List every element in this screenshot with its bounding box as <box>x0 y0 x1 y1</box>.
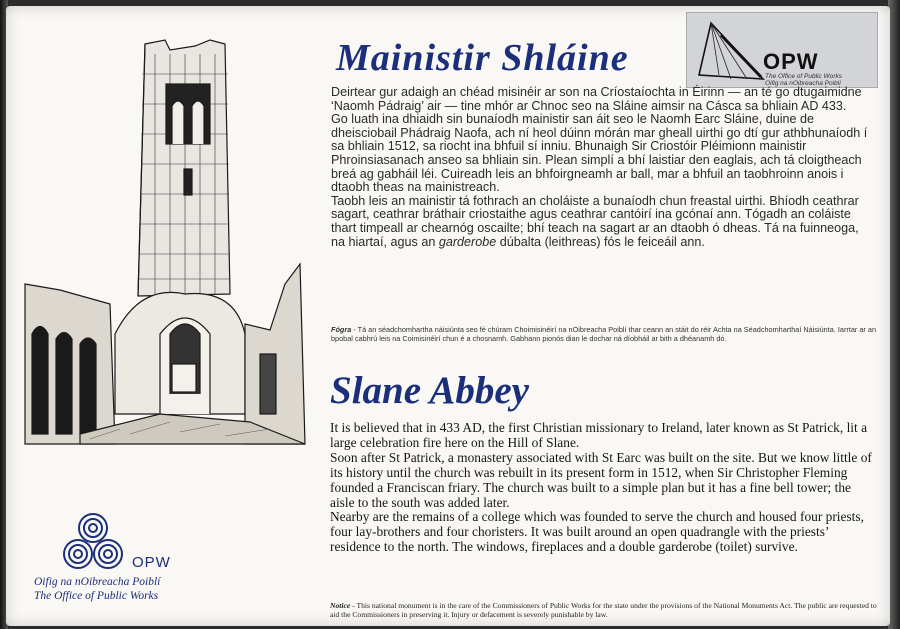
irish-notice-text: - Tá an séadchomhartha náisiúnta seo fé chúram Choimisinéirí na nOibreacha Poiblí thar ceann an stáit do réir Achta na Séadchomharthaí Náisiúnta. Iarrtar ar an bpobal cabhrú leis na Coimisinéirí chun é a chosnamh. Gabhann pionós dian le dochar ná díobháil ar bith a dhéanamh dó. <box>331 325 877 343</box>
english-paragraph-1: It is believed that in 433 AD, the first Christian missionary to Ireland, later known as St Patrick, lit a large celebration fire here on the Hill of Slane. <box>330 420 868 450</box>
irish-notice <box>331 325 879 343</box>
english-notice <box>330 601 880 619</box>
irish-paragraph-3-end: dúbalta (leithreas) fós le feiceáil ann. <box>496 234 705 249</box>
opw-logo-bottom-line2: The Office of Public Works <box>34 590 159 602</box>
opw-logo-top-word: OPW <box>763 49 819 74</box>
irish-paragraph-2: Go luath ina dhiaidh sin bunaíodh mainistir san áit seo le Naomh Earc Sláine, duine de dheisciobail Phádraig Naofa, ach ní heol dúinn mórán mar gheall uirthi go dtí gur athbhunaíodh í sa bhliain 1512, sa riocht ina bhfuil sí inniu. Bhunaigh Sir Criostóir Pléimionn mainistir Phroinsiasanach anseo sa bhliain sin. Plean simplí a bhí laistiar den eaglais, ach tá cloigtheach breá ag gabháil léi. Cuireadh leis an bhfoirgneamh ar ball, mar a bhfuil an taobhroinn anois i dtaobh theas na mainistreach. <box>331 112 868 195</box>
english-paragraph-3: Nearby are the remains of a college which was founded to serve the church and housed four priests, four lay-brothers and four choristers. It was built around an open quadrangle with the priests’ residence to the north. The windows, fireplaces and a double garderobe (toilet) survive. <box>330 509 864 555</box>
irish-body <box>331 86 876 249</box>
opw-triple-spiral-icon <box>58 508 128 578</box>
opw-logo-bottom <box>28 508 268 608</box>
opw-logo-top-line1: The Office of Public Works <box>765 73 842 80</box>
opw-logo-top <box>686 12 878 88</box>
opw-logo-top-line2: Oifig na nOibreacha Poiblí <box>765 80 841 87</box>
irish-title: Mainistir Shláine <box>336 37 629 79</box>
opw-logo-bottom-line1: Oifig na nOibreacha Poiblí <box>34 576 161 588</box>
irish-paragraph-1: Deirtear gur adaigh an chéad misinéir ar son na Críostaíochta in Éirinn — an té go dtugaimidne ‘Naomh Pádraig’ air — tine mhór ar Chnoc seo na Sláine aimsir na Cásca sa bhliain AD 433. <box>331 85 862 113</box>
irish-notice-label: Fógra <box>331 325 352 334</box>
english-paragraph-2: Soon after St Patrick, a monastery associated with St Earc was built on the site. But we know little of its history until the church was rebuilt in its present form in 1512, when Sir Christopher Fleming founded a Franciscan friary. The church was built to a simple plan but it has a fine bell tower; the aisle to the south was added later. <box>330 449 872 510</box>
irish-paragraph-3 <box>331 195 876 249</box>
english-notice-text: - This national monument is in the care of the Commissioners of Public Works for the state under the provisions of the National Monuments Act. The public are requested to aid the Commissioners in preserving it. Injury or defacement is severely punishable by law. <box>330 601 877 619</box>
english-title: Slane Abbey <box>330 369 529 412</box>
irish-paragraph-3-start: Taobh leis an mainistir tá fothrach an choláiste a bunaíodh chun freastal uirthi. Bhíodh ceathrar sagart, ceathrar bráthair criostaithe agus ceathrar cantóirí ina gcónaí ann. Tógadh an coláiste thart timpeall ar chearnóg oscailte; bhí teach na sagart ar an dtaobh ó dheas. Tá na fuinneoga, na hiartaí, agus an <box>331 193 859 249</box>
english-notice-label: Notice <box>330 601 351 610</box>
opw-logo-bottom-word: OPW <box>132 554 171 571</box>
english-body <box>330 421 878 555</box>
abbey-tower-sketch-icon <box>20 34 310 454</box>
irish-garderobe-word: garderobe <box>438 234 497 249</box>
